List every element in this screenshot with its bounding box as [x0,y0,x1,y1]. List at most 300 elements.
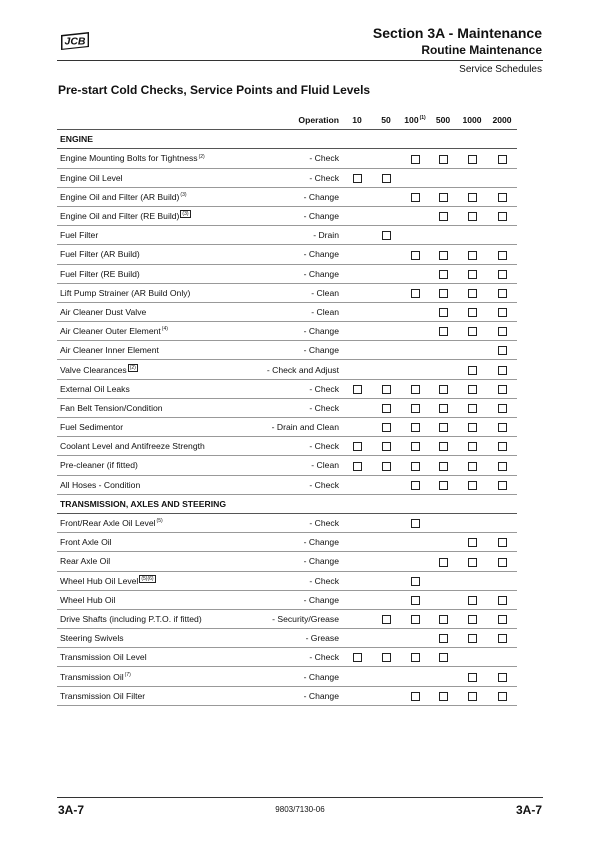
operation-cell: - Change [215,264,343,283]
interval-cell [343,475,371,494]
interval-cell [371,590,401,609]
checkbox-square-icon [468,308,477,317]
item-cell [57,648,215,667]
interval-cell [487,456,517,475]
footnote-ref: (3) [182,211,189,218]
checkbox-square-icon [353,462,362,471]
item-name: Pre-cleaner (if fitted) [60,460,138,471]
interval-cell [487,360,517,379]
interval-cell [429,686,457,705]
checkbox-square-icon [439,634,448,643]
service-schedule-table [57,111,517,706]
operation-cell: - Clean [215,283,343,302]
item-name: All Hoses - Condition [60,479,141,490]
interval-cell [343,149,371,168]
item-cell [57,552,215,571]
operation-cell: - Check [215,513,343,532]
interval-cell [371,245,401,264]
item-cell [57,629,215,648]
interval-cell [401,552,429,571]
interval-cell [371,686,401,705]
interval-cell [457,686,487,705]
interval-cell [401,379,429,398]
interval-cell [487,398,517,417]
table-row [57,360,517,379]
interval-cell [487,475,517,494]
checkbox-square-icon [353,385,362,394]
checkbox-square-icon [468,385,477,394]
logo-text: JCB [64,35,86,48]
interval-cell [371,283,401,302]
interval-note: (1) [419,115,426,122]
checkbox-square-icon [468,289,477,298]
interval-cell [343,226,371,245]
footnote-ref: (7) [124,671,131,678]
interval-cell [401,475,429,494]
checkbox-square-icon [439,404,448,413]
interval-cell [429,149,457,168]
item-column-header [57,111,215,130]
checkbox-square-icon [468,538,477,547]
interval-cell [401,187,429,206]
interval-cell [457,513,487,532]
interval-cell [429,609,457,628]
checkbox-square-icon [498,385,507,394]
item-cell [57,226,215,245]
item-name: Lift Pump Strainer (AR Build Only) [60,287,191,298]
interval-header: 50 [371,111,401,130]
interval-cell [429,226,457,245]
item-name: Air Cleaner Dust Valve [60,306,147,317]
interval-cell [457,418,487,437]
interval-cell [343,322,371,341]
interval-cell [429,168,457,187]
table-row [57,456,517,475]
table-row [57,149,517,168]
document-number: 9803/7130-06 [275,805,325,814]
checkbox-square-icon [468,327,477,336]
interval-cell [457,149,487,168]
interval-cell [371,533,401,552]
interval-cell [487,437,517,456]
interval-cell [371,302,401,321]
table-row [57,341,517,360]
interval-cell [343,533,371,552]
interval-cell [371,226,401,245]
table-row [57,245,517,264]
interval-cell [457,456,487,475]
interval-cell [487,226,517,245]
interval-cell [401,513,429,532]
checkbox-square-icon [411,155,420,164]
checkbox-square-icon [468,212,477,221]
interval-cell [429,648,457,667]
footnote-ref: (4) [161,326,168,333]
item-name: Fuel Filter (AR Build) [60,249,140,260]
checkbox-square-icon [439,193,448,202]
checkbox-square-icon [468,155,477,164]
item-name: Front Axle Oil [60,537,112,548]
interval-cell [371,398,401,417]
interval-cell [487,322,517,341]
interval-cell [429,322,457,341]
interval-cell [371,552,401,571]
interval-cell [343,552,371,571]
operation-cell: - Check [215,437,343,456]
interval-header: 100$^{(1)}$ [401,111,429,130]
table-row [57,322,517,341]
interval-cell [429,571,457,590]
item-cell [57,187,215,206]
interval-cell [487,533,517,552]
checkbox-square-icon [382,404,391,413]
checkbox-square-icon [498,346,507,355]
checkbox-square-icon [468,251,477,260]
interval-cell [343,686,371,705]
operation-cell: - Check [215,398,343,417]
operation-cell: - Check [215,475,343,494]
interval-cell [371,456,401,475]
interval-cell [401,302,429,321]
checkbox-square-icon [382,385,391,394]
interval-cell [401,590,429,609]
interval-cell [429,283,457,302]
interval-cell [401,360,429,379]
interval-cell [487,302,517,321]
checkbox-square-icon [468,596,477,605]
checkbox-square-icon [468,366,477,375]
interval-cell [457,398,487,417]
checkbox-square-icon [439,653,448,662]
operation-cell: - Change [215,667,343,686]
interval-cell [487,590,517,609]
interval-cell [487,206,517,225]
interval-cell [457,187,487,206]
operation-cell: - Clean [215,302,343,321]
interval-cell [487,571,517,590]
operation-cell: - Change [215,187,343,206]
interval-cell [401,206,429,225]
interval-cell [429,456,457,475]
interval-cell [401,571,429,590]
interval-cell [343,648,371,667]
interval-cell [401,264,429,283]
item-name: Transmission Oil Filter [60,690,146,701]
checkbox-square-icon [439,289,448,298]
interval-cell [371,206,401,225]
checkbox-square-icon [498,251,507,260]
operation-cell: - Change [215,590,343,609]
footnote-ref: (2) [198,153,205,160]
checkbox-square-icon [498,155,507,164]
checkbox-square-icon [468,615,477,624]
checkbox-square-icon [382,442,391,451]
interval-cell [343,667,371,686]
checkbox-square-icon [498,193,507,202]
checkbox-square-icon [411,692,420,701]
table-row [57,168,517,187]
footer-divider [57,797,543,798]
interval-cell [429,360,457,379]
interval-cell [401,322,429,341]
section-row [57,130,517,149]
item-cell [57,590,215,609]
operation-cell: - Change [215,245,343,264]
checkbox-square-icon [468,558,477,567]
interval-cell [457,609,487,628]
interval-cell [429,302,457,321]
interval-cell [457,302,487,321]
interval-cell [457,283,487,302]
table-row [57,226,517,245]
interval-cell [487,168,517,187]
table-row [57,206,517,225]
footnote-ref: (2) [129,364,136,371]
jcb-logo-mark [58,30,92,52]
checkbox-square-icon [353,653,362,662]
item-cell [57,513,215,532]
table-header-row [57,111,517,130]
interval-cell [343,590,371,609]
interval-cell [401,609,429,628]
checkbox-square-icon [468,692,477,701]
checkbox-square-icon [439,308,448,317]
interval-cell [487,648,517,667]
interval-cell [429,379,457,398]
checkbox-square-icon [411,462,420,471]
jcb-logo [58,30,92,52]
section-row [57,494,517,513]
header-divider [57,60,543,61]
checkbox-square-icon [468,442,477,451]
interval-cell [371,168,401,187]
operation-cell: - Drain and Clean [215,418,343,437]
checkbox-square-icon [439,462,448,471]
interval-cell [343,168,371,187]
interval-cell [343,283,371,302]
item-cell [57,245,215,264]
table-row [57,398,517,417]
schedule-body [57,130,517,706]
checkbox-square-icon [411,289,420,298]
item-name: Steering Swivels [60,633,124,644]
checkbox-square-icon [411,596,420,605]
checkbox-square-icon [411,577,420,586]
item-cell [57,341,215,360]
checkbox-square-icon [411,519,420,528]
interval-cell [401,629,429,648]
interval-cell [457,379,487,398]
interval-cell [487,283,517,302]
interval-cell [343,571,371,590]
checkbox-square-icon [498,308,507,317]
checkbox-square-icon [498,212,507,221]
interval-cell [487,149,517,168]
section-title: ENGINE [57,130,517,149]
interval-cell [457,533,487,552]
item-cell [57,686,215,705]
checkbox-square-icon [439,212,448,221]
operation-cell: - Change [215,322,343,341]
checkbox-square-icon [439,615,448,624]
item-name: Valve Clearances [60,364,127,375]
checkbox-square-icon [468,193,477,202]
table-row [57,187,517,206]
interval-cell [487,187,517,206]
interval-cell [401,533,429,552]
interval-cell [487,379,517,398]
checkbox-square-icon [498,615,507,624]
checkbox-square-icon [498,481,507,490]
item-cell [57,571,215,590]
operation-cell: - Check [215,379,343,398]
checkbox-square-icon [439,558,448,567]
table-row [57,590,517,609]
operation-cell: - Drain [215,226,343,245]
table-row [57,283,517,302]
operation-cell: - Change [215,552,343,571]
checkbox-square-icon [439,385,448,394]
interval-cell [429,206,457,225]
interval-cell [457,667,487,686]
checkbox-square-icon [353,174,362,183]
item-name: Front/Rear Axle Oil Level [60,518,156,529]
interval-cell [429,187,457,206]
interval-cell [343,513,371,532]
interval-cell [457,475,487,494]
checkbox-square-icon [468,481,477,490]
interval-cell [401,686,429,705]
interval-cell [401,667,429,686]
item-cell [57,456,215,475]
interval-cell [371,609,401,628]
interval-cell [371,322,401,341]
item-cell [57,149,215,168]
table-row [57,629,517,648]
checkbox-square-icon [439,270,448,279]
item-name: Fuel Filter [60,230,99,241]
operation-cell: - Change [215,686,343,705]
item-cell [57,283,215,302]
interval-header: 10 [343,111,371,130]
checkbox-square-icon [411,404,420,413]
interval-cell [429,437,457,456]
interval-cell [371,264,401,283]
interval-cell [401,418,429,437]
interval-cell [371,475,401,494]
interval-cell [457,226,487,245]
interval-cell [487,667,517,686]
interval-cell [429,418,457,437]
item-name: Air Cleaner Outer Element [60,326,161,337]
checkbox-square-icon [411,193,420,202]
item-cell [57,379,215,398]
interval-cell [371,149,401,168]
item-cell [57,206,215,225]
checkbox-square-icon [498,404,507,413]
item-name: Engine Oil Level [60,172,123,183]
item-cell [57,667,215,686]
checkbox-square-icon [498,366,507,375]
interval-cell [371,187,401,206]
interval-cell [487,245,517,264]
table-row [57,552,517,571]
item-name: Transmission Oil [60,671,124,682]
checkbox-square-icon [439,327,448,336]
interval-header: 2000 [487,111,517,130]
operation-cell: - Check [215,648,343,667]
checkbox-square-icon [382,423,391,432]
interval-header: 1000 [457,111,487,130]
interval-cell [429,513,457,532]
interval-cell [429,475,457,494]
checkbox-square-icon [498,423,507,432]
interval-cell [487,552,517,571]
table-row [57,513,517,532]
item-name: External Oil Leaks [60,383,130,394]
table-row [57,264,517,283]
interval-cell [343,609,371,628]
checkbox-square-icon [439,251,448,260]
interval-cell [401,398,429,417]
table-row [57,667,517,686]
checkbox-square-icon [382,231,391,240]
interval-cell [343,418,371,437]
page-number-left: 3A-7 [58,803,85,817]
interval-cell [401,437,429,456]
checkbox-square-icon [411,481,420,490]
interval-cell [371,629,401,648]
checkbox-square-icon [439,442,448,451]
checkbox-square-icon [498,442,507,451]
operation-cell: - Security/Grease [215,609,343,628]
interval-cell [371,437,401,456]
interval-cell [457,245,487,264]
operation-cell: - Change [215,341,343,360]
interval-cell [371,513,401,532]
interval-cell [343,629,371,648]
interval-cell [401,226,429,245]
operation-cell: - Clean [215,456,343,475]
item-cell [57,418,215,437]
interval-cell [457,206,487,225]
checkbox-square-icon [498,673,507,682]
table-row [57,686,517,705]
checkbox-square-icon [498,462,507,471]
item-name: Fuel Filter (RE Build) [60,268,140,279]
table-row [57,418,517,437]
footnote-ref: (5)(6) [141,575,154,582]
footnote-ref: (5) [156,518,163,525]
checkbox-square-icon [498,692,507,701]
interval-cell [343,456,371,475]
item-cell [57,302,215,321]
interval-cell [429,590,457,609]
interval-cell [487,418,517,437]
interval-cell [487,264,517,283]
interval-cell [401,149,429,168]
subsection-heading: Routine Maintenance [421,43,542,57]
item-cell [57,360,215,379]
table-row [57,648,517,667]
interval-cell [457,322,487,341]
interval-cell [429,629,457,648]
checkbox-square-icon [498,538,507,547]
interval-cell [343,341,371,360]
checkbox-square-icon [353,442,362,451]
checkbox-square-icon [468,423,477,432]
item-cell [57,533,215,552]
